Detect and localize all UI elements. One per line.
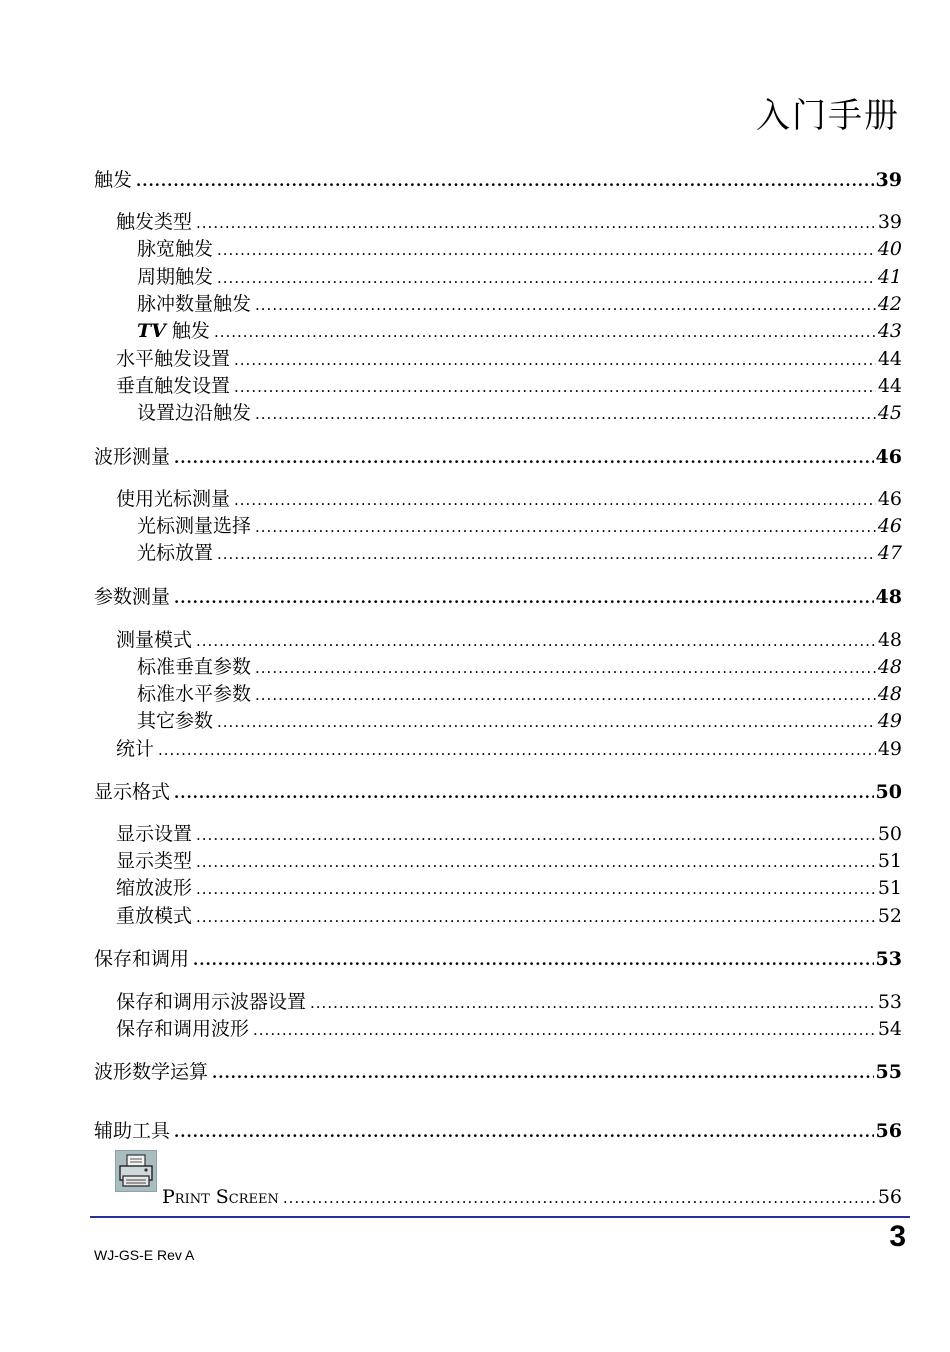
toc-label: 参数测量 xyxy=(94,586,171,608)
toc-label: 设置边沿触发 xyxy=(137,402,252,424)
toc-page: 46 xyxy=(875,446,902,468)
toc-entry-save-recall-setup[interactable] xyxy=(94,989,902,1015)
toc-entry-print-screen[interactable] xyxy=(94,1184,902,1210)
toc-entry-display-setup[interactable] xyxy=(94,821,902,847)
toc-page: 55 xyxy=(875,1061,902,1083)
toc-page: 56 xyxy=(875,1120,902,1142)
toc-page: 48 xyxy=(877,629,902,651)
toc-entry-standard-horizontal[interactable] xyxy=(94,681,902,707)
toc-label: 周期触发 xyxy=(137,266,214,288)
toc-entry-cursor-placement[interactable] xyxy=(94,540,902,566)
toc-label: 触发 xyxy=(94,169,133,191)
toc-page: 52 xyxy=(877,905,902,927)
toc-page: 48 xyxy=(877,683,902,705)
toc-label: 重放模式 xyxy=(116,905,193,927)
toc-label: 显示设置 xyxy=(116,823,193,845)
toc-entry-pulse-count-trigger[interactable] xyxy=(94,291,902,317)
toc-label: 保存和调用示波器设置 xyxy=(116,991,307,1013)
toc-label: 光标放置 xyxy=(137,542,214,564)
toc-page: 50 xyxy=(875,781,902,803)
toc-label-prefix: TV xyxy=(137,320,166,342)
toc-page: 49 xyxy=(877,710,902,732)
toc-entry-display-format[interactable] xyxy=(94,779,902,805)
toc-entry-tv-trigger[interactable] xyxy=(94,318,902,344)
toc-label: 波形数学运算 xyxy=(94,1061,209,1083)
toc-entry-waveform-math[interactable] xyxy=(94,1059,902,1085)
toc-entry-display-type[interactable] xyxy=(94,848,902,874)
printer-icon xyxy=(115,1150,157,1192)
toc-entry-edge-trigger[interactable] xyxy=(94,400,902,426)
toc-entry-cursor-measurement[interactable] xyxy=(94,486,902,512)
toc-entry-waveform-measurement[interactable] xyxy=(94,444,902,470)
toc-entry-save-recall[interactable] xyxy=(94,946,902,972)
toc-entry-period-trigger[interactable] xyxy=(94,264,902,290)
toc-label: 垂直触发设置 xyxy=(116,375,231,397)
toc-label: 辅助工具 xyxy=(94,1120,171,1142)
toc-page: 53 xyxy=(875,948,902,970)
toc-entry-other-parameters[interactable] xyxy=(94,708,902,734)
toc-entry-pulse-width-trigger[interactable] xyxy=(94,236,902,262)
toc-label: 标准垂直参数 xyxy=(137,656,252,678)
toc-page: 51 xyxy=(877,850,902,872)
toc-page: 48 xyxy=(877,656,902,678)
toc-label: 保存和调用波形 xyxy=(116,1018,250,1040)
toc-entry-parameter-measurement[interactable] xyxy=(94,584,902,610)
toc-entry-zoom-waveform[interactable] xyxy=(94,875,902,901)
toc-entry-statistics[interactable] xyxy=(94,736,902,762)
toc-label: 统计 xyxy=(116,738,155,760)
footer-divider xyxy=(90,1216,910,1218)
toc-label: 其它参数 xyxy=(137,710,214,732)
toc-label: 使用光标测量 xyxy=(116,488,231,510)
toc-label: 测量模式 xyxy=(116,629,193,651)
toc-entry-horizontal-trigger-setup[interactable] xyxy=(94,346,902,372)
document-id: WJ-GS-E Rev A xyxy=(94,1247,195,1263)
toc-label: Print Screen xyxy=(162,1186,279,1208)
toc-label: 触发 xyxy=(165,320,210,342)
toc-entry-cursor-selection[interactable] xyxy=(94,513,902,539)
toc-page: 50 xyxy=(877,823,902,845)
toc-page: 54 xyxy=(877,1018,902,1040)
page-title: 入门手册 xyxy=(756,96,900,136)
toc-page: 44 xyxy=(877,348,902,370)
toc-entry-trigger-type[interactable] xyxy=(94,209,902,235)
toc-entry-utilities[interactable] xyxy=(94,1118,902,1144)
toc-page: 39 xyxy=(877,211,902,233)
toc-page: 46 xyxy=(877,515,902,537)
toc-page: 46 xyxy=(877,488,902,510)
toc-page: 44 xyxy=(877,375,902,397)
toc-entry-replay-mode[interactable] xyxy=(94,903,902,929)
toc-page: 43 xyxy=(877,320,902,342)
toc-page: 48 xyxy=(875,586,902,608)
toc-entry-vertical-trigger-setup[interactable] xyxy=(94,373,902,399)
page-number: 3 xyxy=(889,1220,906,1253)
toc-page: 40 xyxy=(877,238,902,260)
toc-entry-trigger[interactable] xyxy=(94,167,902,193)
toc-entry-standard-vertical[interactable] xyxy=(94,654,902,680)
toc-label: 显示格式 xyxy=(94,781,171,803)
toc-label: 水平触发设置 xyxy=(116,348,231,370)
toc-entry-measurement-mode[interactable] xyxy=(94,627,902,653)
toc-label: 光标测量选择 xyxy=(137,515,252,537)
toc-label: 脉冲数量触发 xyxy=(137,293,252,315)
toc-page: 56 xyxy=(877,1186,902,1208)
toc-label: 触发类型 xyxy=(116,211,193,233)
toc-page: 42 xyxy=(877,293,902,315)
toc-label: 显示类型 xyxy=(116,850,193,872)
toc-label: 脉宽触发 xyxy=(137,238,214,260)
toc-page: 49 xyxy=(877,738,902,760)
toc-label: 波形测量 xyxy=(94,446,171,468)
toc-label: 缩放波形 xyxy=(116,877,193,899)
toc-page: 45 xyxy=(877,402,902,424)
toc-entry-save-recall-waveform[interactable] xyxy=(94,1016,902,1042)
toc-label: 保存和调用 xyxy=(94,948,190,970)
toc-page: 41 xyxy=(877,266,902,288)
toc-label: 标准水平参数 xyxy=(137,683,252,705)
toc-page: 53 xyxy=(877,991,902,1013)
toc-page: 47 xyxy=(877,542,902,564)
toc-page: 51 xyxy=(877,877,902,899)
toc-page: 39 xyxy=(875,169,902,191)
